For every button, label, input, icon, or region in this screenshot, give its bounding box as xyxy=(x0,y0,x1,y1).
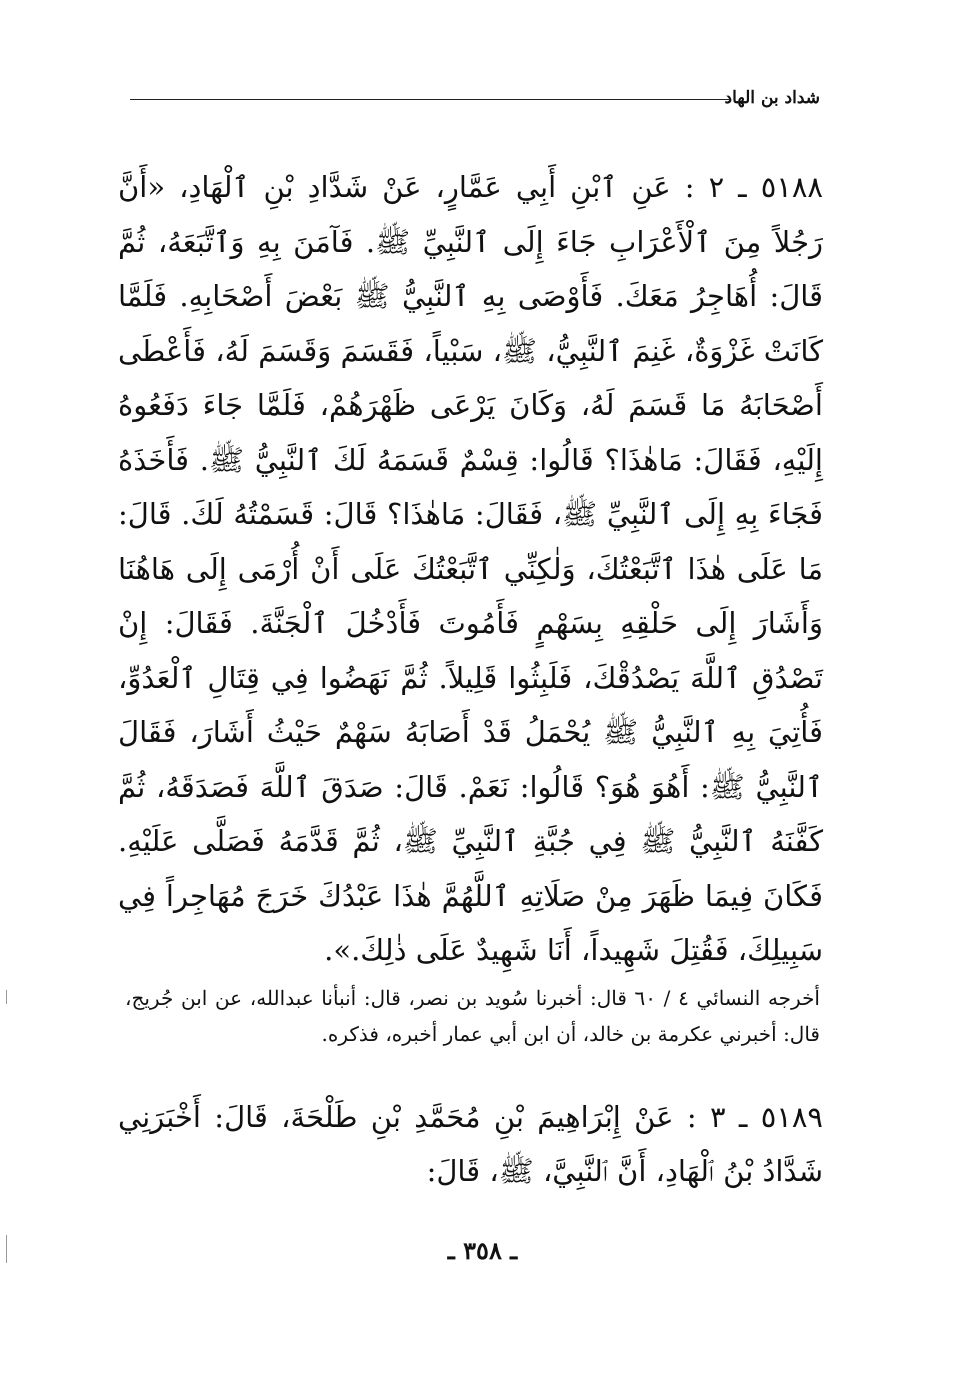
header-rule xyxy=(130,99,730,100)
hadith-5189 xyxy=(118,1090,823,1198)
page-number: ـ ٣٥٨ ـ xyxy=(447,1236,518,1265)
footnote-text: أخرجه النسائي ٤ / ٦٠ قال: أخبرنا سُويد بن نصر، قال: أنبأنا عبدالله، عن ابن جُريج، قال: أخبرني عكرمة بن خالد، أن ابن أبي عمار أخبره، فذكره. xyxy=(125,986,820,1046)
running-header xyxy=(130,88,820,114)
hadith-5188-text: ٥١٨٨ ـ ٢ : عَنِ ٱبْنِ أَبِي عَمَّارٍ، عَنْ شَدَّادِ بْنِ ٱلْهَادِ، «أَنَّ رَجُلاً مِنَ ٱلْأَعْرَابِ جَاءَ إِلَى ٱلنَّبِيِّ ﷺ. فَآمَنَ بِهِ وَٱتَّبَعَهُ، ثُمَّ قَالَ: أُهَاجِرُ مَعَكَ. فَأَوْصَى بِهِ ٱلنَّبِيُّ ﷺ بَعْضَ أَصْحَابِهِ. فَلَمَّا كَانَتْ غَزْوَةٌ، غَنِمَ ٱلنَّبِيُّ، ﷺ، سَبْياً، فَقَسَمَ وَقَسَمَ لَهُ، فَأَعْطَى أَصْحَابَهُ مَا قَسَمَ لَهُ، وَكَانَ يَرْعَى ظَهْرَهُمْ، فَلَمَّا جَاءَ دَفَعُوهُ إِلَيْهِ، فَقَالَ: مَاهٰذَا؟ قَالُوا: قِسْمٌ قَسَمَهُ لَكَ ٱلنَّبِيُّ ﷺ. فَأَخَذَهُ فَجَاءَ بِهِ إِلَى ٱلنَّبِيِّ ﷺ، فَقَالَ: مَاهٰذَا؟ قَالَ: قَسَمْتُهُ لَكَ. قَالَ: مَا عَلَى هٰذَا ٱتَّبَعْتُكَ، وَلٰكِنِّي ٱتَّبَعْتُكَ عَلَى أَنْ أُرْمَى إِلَى هَاهُنَا وَأَشَارَ إِلَى حَلْقِهِ بِسَهْمٍ فَأَمُوتَ فَأَدْخُلَ ٱلْجَنَّةَ. فَقَالَ: إِنْ تَصْدُقِ ٱللَّهَ يَصْدُقْكَ، فَلَبِثُوا قَلِيلاً. ثُمَّ نَهَضُوا فِي قِتَالِ ٱلْعَدُوِّ، فَأُتِيَ بِهِ ٱلنَّبِيُّ ﷺ يُحْمَلُ قَدْ أَصَابَهُ سَهْمٌ حَيْثُ أَشَارَ، فَقَالَ ٱلنَّبِيُّ ﷺ: أَهُوَ هُوَ؟ قَالُوا: نَعَمْ. قَالَ: صَدَقَ ٱللَّهَ فَصَدَقَهُ، ثُمَّ كَفَّنَهُ ٱلنَّبِيُّ ﷺ فِي جُبَّةِ ٱلنَّبِيِّ ﷺ، ثُمَّ قَدَّمَهُ فَصَلَّى عَلَيْهِ. فَكَانَ فِيمَا ظَهَرَ مِنْ صَلَاتِهِ ٱللَّهُمَّ هٰذَا عَبْدُكَ خَرَجَ مُهَاجِراً فِي سَبِيلِكَ، فَقُتِلَ شَهِيداً، أَنَا شَهِيدٌ عَلَى ذٰلِكَ.». xyxy=(118,170,824,967)
hadith-5188 xyxy=(118,160,823,978)
scan-edge-mark xyxy=(6,1235,7,1263)
scan-edge-mark xyxy=(6,990,7,1004)
running-title: شداد بن الهاد xyxy=(724,88,820,108)
footnote xyxy=(125,980,820,1052)
hadith-5189-text: ٥١٨٩ ـ ٣ : عَنْ إِبْرَاهِيمَ بْنِ مُحَمَّدِ بْنِ طَلْحَةَ، قَالَ: أَخْبَرَنِي شَدَّادُ بْنُ ٱلْهَادِ، أَنَّ ٱلنَّبِيَّ، ﷺ، قَالَ: xyxy=(118,1100,824,1188)
